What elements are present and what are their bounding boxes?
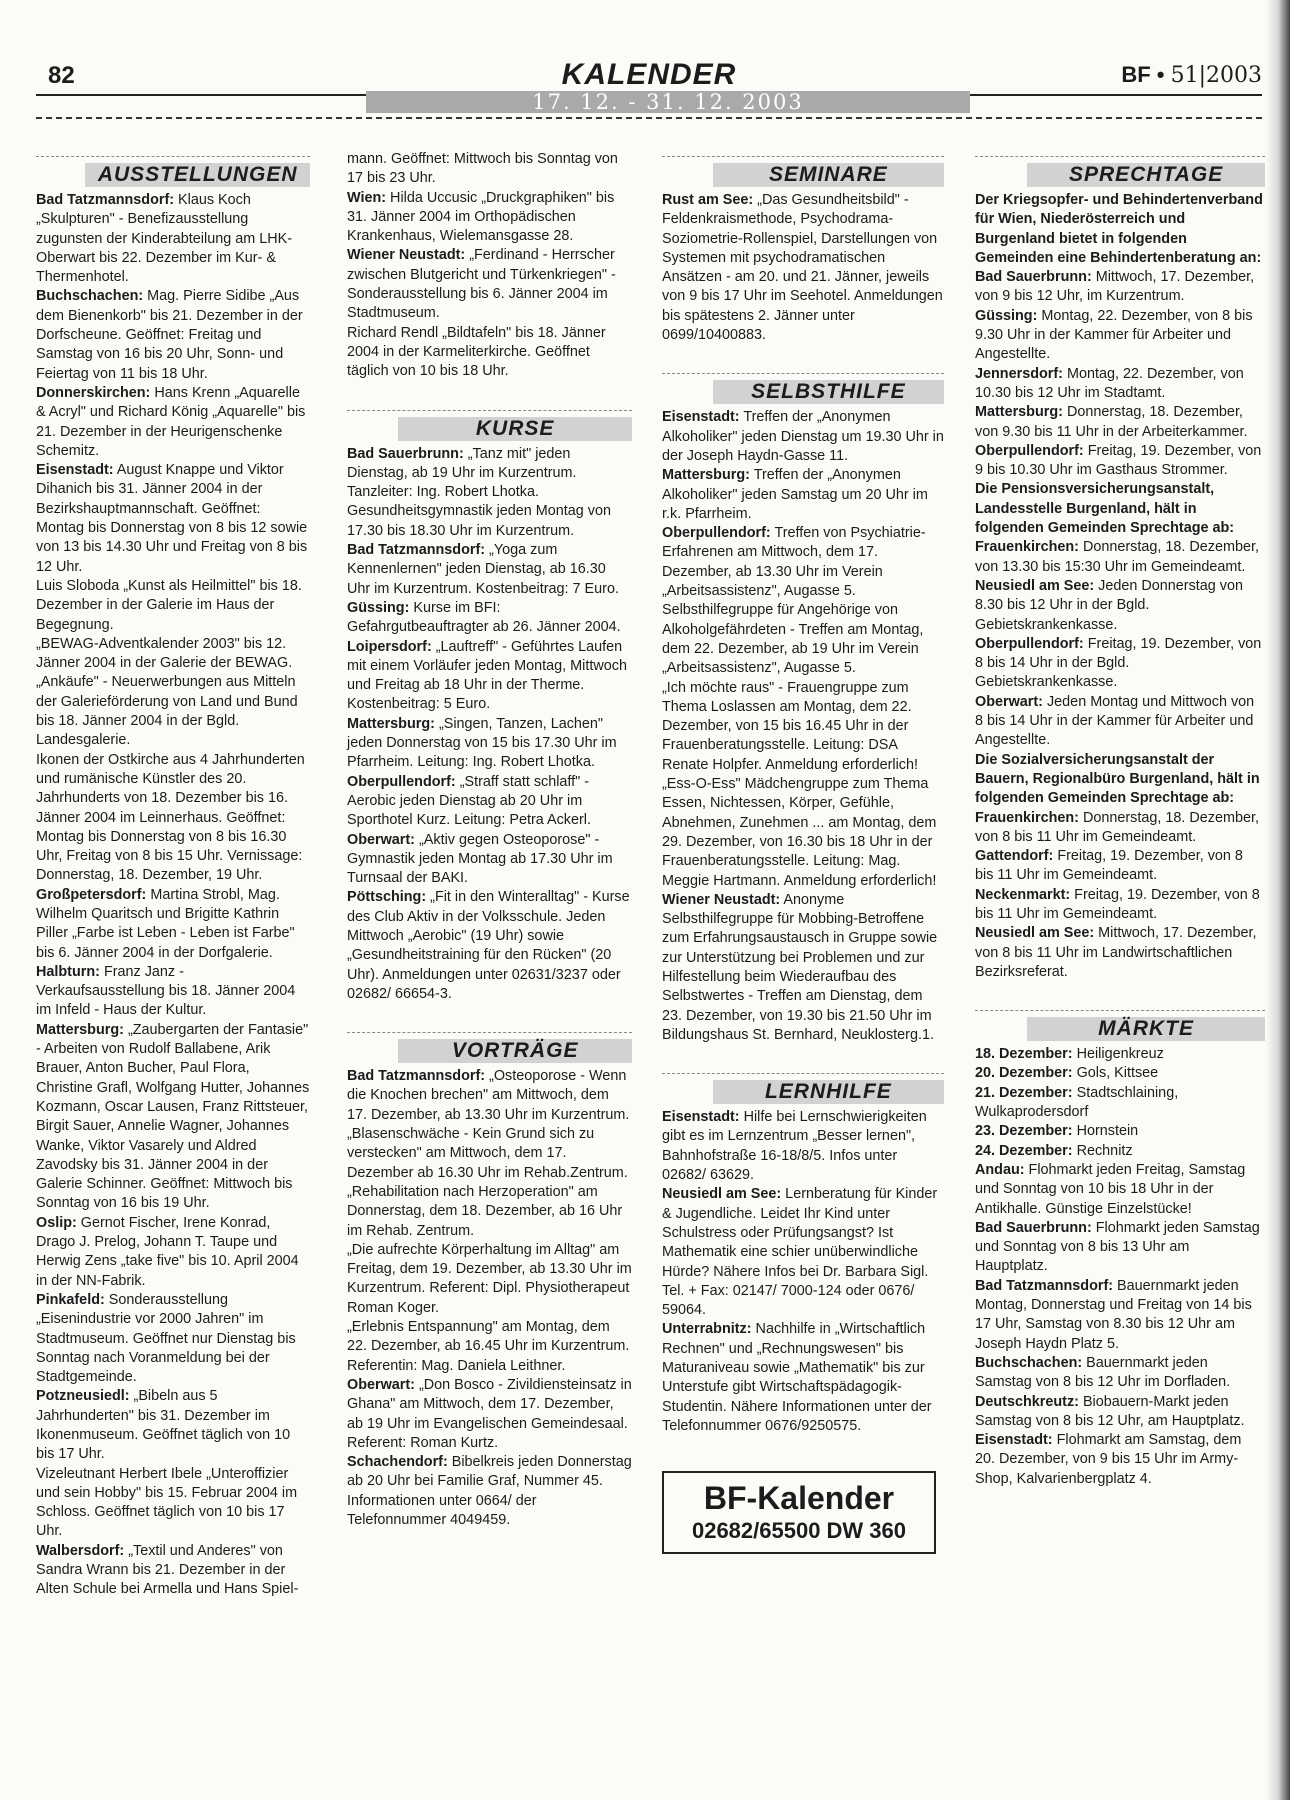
entry-place: Mattersburg:	[36, 1021, 124, 1038]
entry-text: Donnerstag, 18. Dezember, von 9.30 bis 11 Uhr in der Arbeiterkammer.	[975, 404, 1248, 440]
entry-place: Bad Sauerbrunn:	[975, 269, 1092, 286]
calendar-entry	[347, 502, 632, 541]
entry-place: 23. Dezember:	[975, 1123, 1073, 1140]
calendar-entry	[975, 1045, 1265, 1064]
entry-text: Treffen der „Anonymen Alkoholiker" jeden Dienstag um 19.30 Uhr in der Joseph Haydn-Gasse 11.	[662, 409, 944, 464]
entry-place: Gattendorf:	[975, 848, 1054, 865]
entry-place: 18. Dezember:	[975, 1046, 1073, 1063]
calendar-entry	[975, 442, 1265, 481]
entry-text: Ikonen der Ostkirche aus 4 Jahrhunderten und rumänische Künstler des 20. Jahrhunderts von 18. Dezember bis 16. Jänner 2004 im Leinnerhaus. Geöffnet: Montag bis Donnerstag von 8 bis 16.30 Uhr, Freitag von 8 bis 15 Uhr. Vernissage: Donnerstag, 18. Dezember, 19 Uhr.	[36, 751, 305, 884]
entry-place: 21. Dezember:	[975, 1084, 1073, 1101]
entry-text: „BEWAG-Adventkalender 2003" bis 12. Jänner 2004 in der Galerie der BEWAG.	[36, 635, 293, 672]
calendar-entry	[36, 1542, 310, 1600]
entry-place: Deutschkreutz:	[975, 1393, 1079, 1410]
entry-text: Mittwoch, 17. Dezember, von 8 bis 11 Uhr im Landwirtschaftlichen Bezirksreferat.	[975, 925, 1257, 980]
entry-text: Sonderausstellung „Eisenindustrie vor 2000 Jahren" im Stadtmuseum. Geöffnet nur Dienstag bis Sonntag nach Voranmeldung bei der Stadtgemeinde.	[36, 1291, 296, 1386]
column-3	[662, 150, 944, 1554]
entry-text: Montag, 22. Dezember, von 8 bis 9.30 Uhr in der Kammer für Arbeiter und Angestellte.	[975, 307, 1253, 363]
issue-number: 51|2003	[1170, 63, 1262, 88]
calendar-entry	[347, 189, 632, 247]
entry-place: Oberwart:	[347, 1376, 415, 1393]
calendar-entry	[975, 1084, 1265, 1123]
calendar-entry	[36, 963, 310, 1021]
entry-text: Freitag, 19. Dezember, von 8 bis 11 Uhr im Gemeindeamt.	[975, 848, 1243, 884]
calendar-entry	[36, 1214, 310, 1291]
entry-text: „Die aufrechte Körperhaltung im Alltag" am Freitag, dem 19. Dezember, ab 13.30 Uhr im Kurzentrum. Referent: Dipl. Physiotherapeut Roman Koger.	[347, 1241, 632, 1316]
entry-text: „Straff statt schlaff" - Aerobic jeden Dienstag ab 20 Uhr im Sporthotel Kurz. Leitung: Petra Ackerl.	[347, 773, 591, 829]
page-header	[36, 58, 1262, 116]
entry-list	[347, 445, 632, 1005]
entry-place: Oberpullendorf:	[975, 442, 1084, 459]
calendar-entry	[347, 324, 632, 382]
calendar-entry	[36, 287, 310, 383]
entry-text: Richard Rendl „Bildtafeln" bis 18. Jänner 2004 in der Karmeliterkirche. Geöffnet täglich von 10 bis 18 Uhr.	[347, 324, 606, 380]
entry-text: „Don Bosco - Zivildiensteinsatz in Ghana" am Mittwoch, dem 17. Dezember, ab 19 Uhr im Evangelischen Gemeindesaal. Referent: Roman Kurtz.	[347, 1376, 632, 1451]
entry-text: „Osteoporose - Wenn die Knochen brechen" am Mittwoch, dem 17. Dezember, ab 13.30 Uhr im Kurzentrum.	[347, 1068, 630, 1123]
entry-text: „Fit in den Winteralltag" - Kurse des Club Aktiv in der Volksschule. Jeden Mittwoch „Aerobic" (19 Uhr) sowie „Gesundheitstraining für den Rücken" (20 Uhr). Anmeldungen unter 02631/3237 oder 02682/ 66654-3.	[347, 889, 630, 1002]
entry-text: Freitag, 19. Dezember, von 8 bis 14 Uhr in der Bgld. Gebietskrankenkasse.	[975, 635, 1262, 691]
calendar-entry	[975, 1219, 1265, 1277]
entry-text: „Lauftreff" - Geführtes Laufen mit einem Vorläufer jeden Montag, Mittwoch und Freitag ab 18 Uhr in der Therme. Kostenbeitrag: 5 Euro.	[347, 638, 627, 713]
entry-place: Neckenmarkt:	[975, 886, 1071, 903]
calendar-entry	[975, 1161, 1265, 1219]
calendar-entry	[347, 773, 632, 831]
calendar-entry	[662, 1185, 944, 1320]
intro-paragraph: Die Pensionsversicherungsanstalt, Landesstelle Burgenland, hält in folgenden Gemeinden Sprechtage ab:	[975, 481, 1235, 537]
journal-issue: BF • 51|2003	[1121, 62, 1262, 88]
calendar-entry	[975, 538, 1265, 577]
entry-text: Klaus Koch „Skulpturen" - Benefizausstellung zugunsten der Kinderabteilung am LHK-Oberwart bis 22. Dezember im Kur- & Thermenhotel.	[36, 192, 292, 286]
entry-list	[36, 191, 310, 1600]
entry-text: Martina Strobl, Mag. Wilhelm Quaritsch und Brigitte Kathrin Piller „Farbe ist Leben - Leben ist Farbe" bis 6. Jänner 2004 in der Dorfgalerie.	[36, 886, 295, 961]
calendar-entry	[975, 1354, 1265, 1393]
entry-place: Frauenkirchen:	[975, 539, 1079, 556]
entry-text: Rechnitz	[1072, 1142, 1133, 1159]
calendar-entry	[347, 1125, 632, 1183]
entry-list	[975, 268, 1265, 480]
calendar-entry	[347, 599, 632, 638]
entry-text: Franz Janz - Verkaufsausstellung bis 18. Jänner 2004 im Infeld - Haus der Kultur.	[36, 963, 296, 1019]
entry-place: Mattersburg:	[347, 715, 435, 732]
calendar-entry	[347, 715, 632, 773]
calendar-entry	[36, 1387, 310, 1464]
calendar-entry	[36, 673, 310, 750]
entry-list	[662, 1108, 944, 1436]
entry-place: Eisenstadt:	[662, 1109, 740, 1126]
entry-text: Jeden Donnerstag von 8.30 bis 12 Uhr in der Bgld. Gebietskrankenkasse.	[975, 577, 1243, 633]
entry-list	[975, 809, 1265, 983]
entry-place: Güssing:	[975, 307, 1038, 324]
entry-text: „Yoga zum Kennenlernen" jeden Dienstag, ab 16.30 Uhr im Kurzentrum. Kostenbeitrag: 7 Euro.	[347, 542, 619, 597]
entry-text: Hilfe bei Lernschwierigkeiten gibt es im Lernzentrum „Besser lernen", Bahnhofstraße 16-18/8/5. Infos unter 02682/ 63629.	[662, 1109, 927, 1184]
entry-text: „Blasenschwäche - Kein Grund sich zu verstecken" am Mittwoch, dem 17. Dezember ab 16.30 Uhr im Rehab.Zentrum.	[347, 1126, 628, 1181]
entry-text: Jeden Montag und Mittwoch von 8 bis 14 Uhr in der Kammer für Arbeiter und Angestellte.	[975, 693, 1255, 749]
calendar-entry	[36, 886, 310, 963]
entry-text: „Singen, Tanzen, Lachen" jeden Donnerstag von 15 bis 17.30 Uhr im Pfarrheim. Leitung: Ing. Robert Lhotka.	[347, 715, 617, 771]
entry-text: „Textil und Anderes" von Sandra Wrann bis 21. Dezember in der Alten Schule bei Armella und Hans Spiel-	[36, 1542, 299, 1598]
entry-place: Jennersdorf:	[975, 365, 1063, 382]
date-range: 17. 12. - 31. 12. 2003	[366, 91, 970, 113]
entry-text: „Ankäufe" - Neuerwerbungen aus Mitteln der Galerieförderung von Land und Bund bis 18. Jänner 2004 in der Bgld. Landesgalerie.	[36, 674, 298, 749]
calendar-entry	[975, 1064, 1265, 1083]
header-dashed-rule	[36, 117, 1262, 119]
calendar-entry	[975, 1393, 1265, 1432]
entry-place: Oberwart:	[975, 693, 1043, 710]
entry-place: Großpetersdorf:	[36, 886, 147, 903]
entry-text: Freitag, 19. Dezember, von 8 bis 11 Uhr im Gemeindeamt.	[975, 886, 1260, 922]
entry-text: Lernberatung für Kinder & Jugendliche. Leidet Ihr Kind unter Schulstress oder Prüfungsangst? Ist Mathematik eine schier unüberwindliche Hürde? Nähere Infos bei Dr. Barbara Sigl. Tel. + Fax: 02147/ 7000-124 oder 0676/ 59064.	[662, 1186, 938, 1319]
entry-text: Freitag, 19. Dezember, von 9 bis 10.30 Uhr im Gasthaus Strommer.	[975, 442, 1262, 479]
entry-place: Neusiedl am See:	[975, 925, 1095, 942]
entry-place: Bad Sauerbrunn:	[347, 445, 464, 462]
entry-text: Gols, Kittsee	[1072, 1065, 1159, 1082]
entry-list	[347, 150, 632, 382]
calendar-entry	[975, 847, 1265, 886]
calendar-entry	[975, 1122, 1265, 1141]
box-title: BF-Kalender	[703, 1480, 895, 1517]
page-number: 82	[48, 62, 75, 89]
entry-list	[975, 538, 1265, 750]
calendar-entry	[975, 307, 1265, 365]
entry-list	[975, 1045, 1265, 1489]
entry-place: Buchschachen:	[975, 1354, 1083, 1371]
calendar-entry	[975, 1431, 1265, 1489]
journal-name: BF	[1121, 62, 1151, 87]
entry-text: mann. Geöffnet: Mittwoch bis Sonntag von 17 bis 23 Uhr.	[347, 151, 618, 187]
entry-place: Oberpullendorf:	[347, 773, 456, 790]
calendar-entry	[662, 679, 944, 775]
entry-text: Flohmarkt jeden Freitag, Samstag und Sonntag von 10 bis 18 Uhr in der Antikhalle. Günstige Einzelstücke!	[975, 1161, 1246, 1217]
entry-place: Wien:	[347, 189, 387, 206]
section-heading: MÄRKTE	[975, 1010, 1265, 1041]
entry-text: Bauernmarkt jeden Montag, Donnerstag und Freitag von 14 bis 17 Uhr, Samstag von 8.30 bis 12 Uhr am Joseph Haydn Platz 5.	[975, 1277, 1252, 1352]
entry-text: Kurse im BFI: Gefahrgutbeauftragter ab 26. Jänner 2004.	[347, 599, 621, 636]
entry-text: Gernot Fischer, Irene Konrad, Drago J. Prelog, Johann T. Taupe und Herwig Zens „take five" bis 10. April 2004 in der NN-Fabrik.	[36, 1214, 299, 1289]
entry-text: Treffen von Psychiatrie-Erfahrenen am Mittwoch, dem 17. Dezember, ab 13.30 Uhr im Verein „Arbeitsassistenz", Augasse 5.	[662, 525, 926, 600]
calendar-entry	[975, 403, 1265, 442]
section-heading: SELBSTHILFE	[662, 373, 944, 404]
section-heading: SPRECHTAGE	[975, 156, 1265, 187]
entry-place: Oberpullendorf:	[975, 635, 1084, 652]
entry-list	[347, 1067, 632, 1530]
calendar-entry	[36, 1021, 310, 1214]
entry-text: Nachhilfe in „Wirtschaftlich Rechnen" und „Rechnungswesen" bis Maturaniveau sowie „Mathematik" bis zur Unterstufe gibt Wirtschaftspädagogik-Studentin. Nähere Informationen unter der Telefonnummer 0676/9250575.	[662, 1321, 932, 1434]
calendar-entry	[347, 888, 632, 1004]
entry-text: „Ich möchte raus" - Frauengruppe zum Thema Loslassen am Montag, dem 22. Dezember, von 15 bis 16.45 Uhr in der Frauenberatungsstelle. Leitung: DSA Renate Holpfer. Anmeldung erforderlich!	[662, 679, 918, 773]
entry-text: Mittwoch, 17. Dezember, von 9 bis 12 Uhr, im Kurzentrum.	[975, 269, 1255, 305]
calendar-entry	[975, 365, 1265, 404]
entry-place: 20. Dezember:	[975, 1065, 1073, 1082]
entry-place: Schachendorf:	[347, 1454, 448, 1471]
column-4	[975, 150, 1265, 1489]
calendar-entry	[36, 577, 310, 635]
calendar-entry	[36, 1465, 310, 1542]
calendar-entry	[36, 751, 310, 886]
entry-text: Heiligenkreuz	[1072, 1046, 1164, 1063]
entry-text: Stadtschlaining, Wulkaprodersdorf	[975, 1084, 1179, 1121]
entry-place: Eisenstadt:	[662, 409, 740, 426]
entry-place: Wiener Neustadt:	[347, 247, 466, 264]
entry-place: Andau:	[975, 1161, 1025, 1178]
entry-text: „Ess-O-Ess" Mädchengruppe zum Thema Essen, Nichtessen, Körper, Gefühle, Abnehmen, Zunehmen ... am Montag, dem 29. Dezember, von 16.30 bis 18 Uhr in der Frauenberatungsstelle. Leitung: Mag. Meggie Hartmann. Anmeldung erforderlich!	[662, 776, 937, 889]
entry-list	[662, 408, 944, 1045]
entry-text: Donnerstag, 18. Dezember, von 8 bis 11 Uhr im Gemeindeamt.	[975, 809, 1259, 845]
column-1	[36, 150, 310, 1600]
entry-place: Neusiedl am See:	[662, 1186, 782, 1203]
entry-place: Bad Tatzmannsdorf:	[975, 1277, 1114, 1294]
entry-text: Bibelkreis jeden Donnerstag ab 20 Uhr bei Familie Graf, Nummer 45. Informationen unter 0664/ der Telefonnummer 4049459.	[347, 1454, 632, 1528]
entry-place: Frauenkirchen:	[975, 809, 1079, 826]
intro-paragraph: Der Kriegsopfer- und Behindertenverband für Wien, Niederösterreich und Burgenland bietet in folgenden Gemeinden eine Behindertenberatung an:	[975, 192, 1263, 266]
calendar-entry	[36, 1291, 310, 1387]
calendar-entry	[36, 191, 310, 287]
calendar-entry	[662, 524, 944, 601]
entry-text: Montag, 22. Dezember, von 10.30 bis 12 Uhr im Stadtamt.	[975, 365, 1244, 401]
entry-text: „Das Gesundheitsbild" - Feldenkraismethode, Psychodrama-Soziometrie-Rollenspiel, Darstellungen von Systemen mit psychodramatischen Ansätzen - am 20. und 21. Jänner, jeweils von 9 bis 17 Uhr im Seehotel. Anmeldungen bis spätestens 2. Jänner unter 0699/10400883.	[662, 192, 943, 344]
calendar-entry	[975, 1277, 1265, 1354]
entry-place: Potzneusiedl:	[36, 1388, 130, 1405]
section-heading: KURSE	[347, 410, 632, 441]
entry-place: Mattersburg:	[975, 404, 1063, 421]
calendar-entry	[36, 635, 310, 674]
entry-text: Anonyme Selbsthilfegruppe für Mobbing-Betroffene zum Erfahrungsaustausch in Gruppe sowie zur Unterstützung bei Problemen und zur Hilfestellung beim Wiederaufbau des Selbstwertes - Treffen am Dienstag, dem 23. Dezember, von 19.30 bis 21.50 Uhr im Bildungshaus St. Bernhard, Neuklosterg.1.	[662, 891, 938, 1043]
calendar-entry	[975, 693, 1265, 751]
entry-place: Mattersburg:	[662, 467, 750, 484]
entry-place: Pöttsching:	[347, 889, 427, 906]
calendar-entry	[662, 1320, 944, 1436]
entry-place: Loipersdorf:	[347, 638, 432, 655]
calendar-entry	[347, 1067, 632, 1125]
entry-place: Oberwart:	[347, 831, 415, 848]
entry-text: Hornstein	[1072, 1123, 1139, 1140]
column-2	[347, 150, 632, 1530]
calendar-entry	[662, 601, 944, 678]
entry-text: „Aktiv gegen Osteoporose" - Gymnastik jeden Montag ab 17.30 Uhr im Turnsaal der BAKI.	[347, 831, 613, 887]
calendar-entry	[975, 268, 1265, 307]
entry-place: Halbturn:	[36, 963, 100, 980]
entry-place: Walbersdorf:	[36, 1542, 125, 1559]
entry-text: August Knappe und Viktor Dihanich bis 31. Jänner 2004 in der Bezirkshauptmannschaft. Geöffnet: Montag bis Donnerstag von 8 bis 12 sowie von 13 bis 14.30 Uhr und Freitag von 8 bis 12 Uhr.	[36, 462, 308, 575]
entry-place: 24. Dezember:	[975, 1142, 1073, 1159]
entry-text: „Bibeln aus 5 Jahrhunderten" bis 31. Dezember im Ikonenmuseum. Geöffnet täglich von 10 bis 17 Uhr.	[36, 1388, 291, 1463]
entry-text: „Rehabilitation nach Herzoperation" am Donnerstag, dem 18. Dezember, ab 16 Uhr im Rehab. Zentrum.	[347, 1183, 623, 1239]
entry-text: Hans Krenn „Aquarelle & Acryl" und Richard König „Aquarelle" bis 21. Dezember in der Heurigenschenke Schemitz.	[36, 384, 306, 459]
calendar-entry	[347, 1453, 632, 1530]
calendar-entry	[662, 191, 944, 345]
calendar-entry	[662, 775, 944, 891]
calendar-entry	[975, 1142, 1265, 1161]
entry-place: Rust am See:	[662, 192, 754, 208]
calendar-entry	[347, 831, 632, 889]
calendar-entry	[975, 886, 1265, 925]
entry-place: Oberpullendorf:	[662, 525, 771, 542]
entry-text: Luis Sloboda „Kunst als Heilmittel" bis 18. Dezember in der Galerie im Haus der Begegnung.	[36, 577, 302, 633]
section-heading: VORTRÄGE	[347, 1032, 632, 1063]
calendar-entry	[347, 150, 632, 189]
section-heading: AUSSTELLUNGEN	[36, 156, 310, 187]
entry-text: Selbsthilfegruppe für Angehörige von Alkoholgefährdeten - Treffen am Montag, dem 22. Dezember, ab 19 Uhr im Verein „Arbeitsassistenz", Augasse 5.	[662, 602, 924, 677]
entry-place: Unterrabnitz:	[662, 1321, 752, 1338]
entry-text: Vizeleutnant Herbert Ibele „Unteroffizier und sein Hobby" bis 15. Februar 2004 im Schloss. Geöffnet täglich von 10 bis 17 Uhr.	[36, 1465, 298, 1540]
entry-place: Pinkafeld:	[36, 1291, 105, 1308]
intro-paragraph: Die Sozialversicherungsanstalt der Bauern, Regionalbüro Burgenland, hält in folgenden Gemeinden Sprechtage ab:	[975, 751, 1260, 807]
entry-place: Bad Tatzmannsdorf:	[347, 542, 486, 559]
entry-place: Eisenstadt:	[975, 1432, 1053, 1449]
calendar-entry	[662, 408, 944, 466]
entry-text: „Erlebnis Entspannung" am Montag, dem 22. Dezember, ab 16.45 Uhr im Kurzentrum. Referentin: Mag. Daniela Leithner.	[347, 1319, 630, 1374]
calendar-entry	[347, 638, 632, 715]
entry-place: Bad Sauerbrunn:	[975, 1219, 1092, 1236]
entry-place: Wiener Neustadt:	[662, 891, 781, 908]
section-heading: SEMINARE	[662, 156, 944, 187]
calendar-entry	[347, 1318, 632, 1376]
entry-place: Neusiedl am See:	[975, 577, 1095, 594]
page-spine-shadow	[1266, 0, 1290, 1800]
calendar-entry	[662, 891, 944, 1045]
calendar-entry	[347, 1241, 632, 1318]
calendar-entry	[347, 541, 632, 599]
entry-text: Biobauern-Markt jeden Samstag von 8 bis 12 Uhr, am Hauptplatz.	[975, 1393, 1245, 1429]
entry-place: Güssing:	[347, 599, 410, 616]
entry-place: Donnerskirchen:	[36, 384, 151, 401]
calendar-entry	[347, 1183, 632, 1241]
entry-text: „Zaubergarten der Fantasie" - Arbeiten von Rudolf Ballabene, Arik Brauer, Anton Bucher, Paul Flora, Christine Grafl, Wolfgang Hutter, Johannes Kozmann, Oscar Lausen, Franz Rittsteuer, Birgit Sauer, Annelie Wagner, Johannes Wanke, Viktor Vasarely und Aldred Zavodsky bis 31. Jänner 2004 in der Galerie Schinner. Geöffnet: Mittwoch bis Sonntag von 16 bis 19 Uhr.	[36, 1021, 310, 1212]
entry-list	[662, 191, 944, 345]
entry-text: Flohmarkt am Samstag, dem 20. Dezember, von 9 bis 15 Uhr im Army-Shop, Kalvarienbergplatz 4.	[975, 1432, 1242, 1487]
calendar-entry	[662, 1108, 944, 1185]
section-heading: LERNHILFE	[662, 1073, 944, 1104]
calendar-contact-box	[662, 1471, 936, 1554]
entry-text: Flohmarkt jeden Samstag und Sonntag von 8 bis 13 Uhr am Hauptplatz.	[975, 1219, 1260, 1275]
entry-place: Eisenstadt:	[36, 462, 114, 479]
calendar-entry	[975, 635, 1265, 693]
calendar-entry	[662, 466, 944, 524]
entry-text: Mag. Pierre Sidibe „Aus dem Bienenkorb" bis 21. Dezember in der Dorfscheune. Geöffnet: Freitag und Samstag von 16 bis 20 Uhr, Sonn- und Feiertag von 11 bis 18 Uhr.	[36, 288, 303, 382]
entry-text: „Ferdinand - Herrscher zwischen Blutgericht und Türkenkriegen" - Sonderausstellung bis 6. Jänner 2004 im Stadtmuseum.	[347, 247, 616, 322]
box-phone: 02682/65500 DW 360	[691, 1518, 907, 1544]
entry-text: Treffen der „Anonymen Alkoholiker" jeden Samstag um 20 Uhr im r.k. Pfarrheim.	[662, 467, 928, 522]
calendar-entry	[975, 924, 1265, 982]
calendar-entry	[975, 577, 1265, 635]
entry-text: „Tanz mit" jeden Dienstag, ab 19 Uhr im Kurzentrum. Tanzleiter: Ing. Robert Lhotka.	[347, 445, 577, 501]
calendar-entry	[347, 445, 632, 503]
entry-place: Buchschachen:	[36, 288, 144, 305]
entry-place: Bad Tatzmannsdorf:	[347, 1068, 486, 1085]
calendar-entry	[347, 246, 632, 323]
entry-text: Hilda Uccusic „Druckgraphiken" bis 31. Jänner 2004 im Orthopädischen Krankenhaus, Wielemansgasse 28.	[347, 189, 615, 245]
calendar-entry	[36, 384, 310, 461]
entry-text: Gesundheitsgymnastik jeden Montag von 17.30 bis 18.30 Uhr im Kurzentrum.	[347, 503, 611, 539]
calendar-entry	[36, 461, 310, 577]
calendar-entry	[347, 1376, 632, 1453]
entry-place: Oslip:	[36, 1214, 77, 1231]
entry-place: Bad Tatzmannsdorf:	[36, 192, 175, 208]
entry-text: Donnerstag, 18. Dezember, von 13.30 bis 15:30 Uhr im Gemeindeamt.	[975, 539, 1259, 575]
calendar-entry	[975, 809, 1265, 848]
section-title: KALENDER	[561, 58, 737, 91]
entry-text: Bauernmarkt jeden Samstag von 8 bis 12 Uhr im Dorfladen.	[975, 1354, 1231, 1391]
